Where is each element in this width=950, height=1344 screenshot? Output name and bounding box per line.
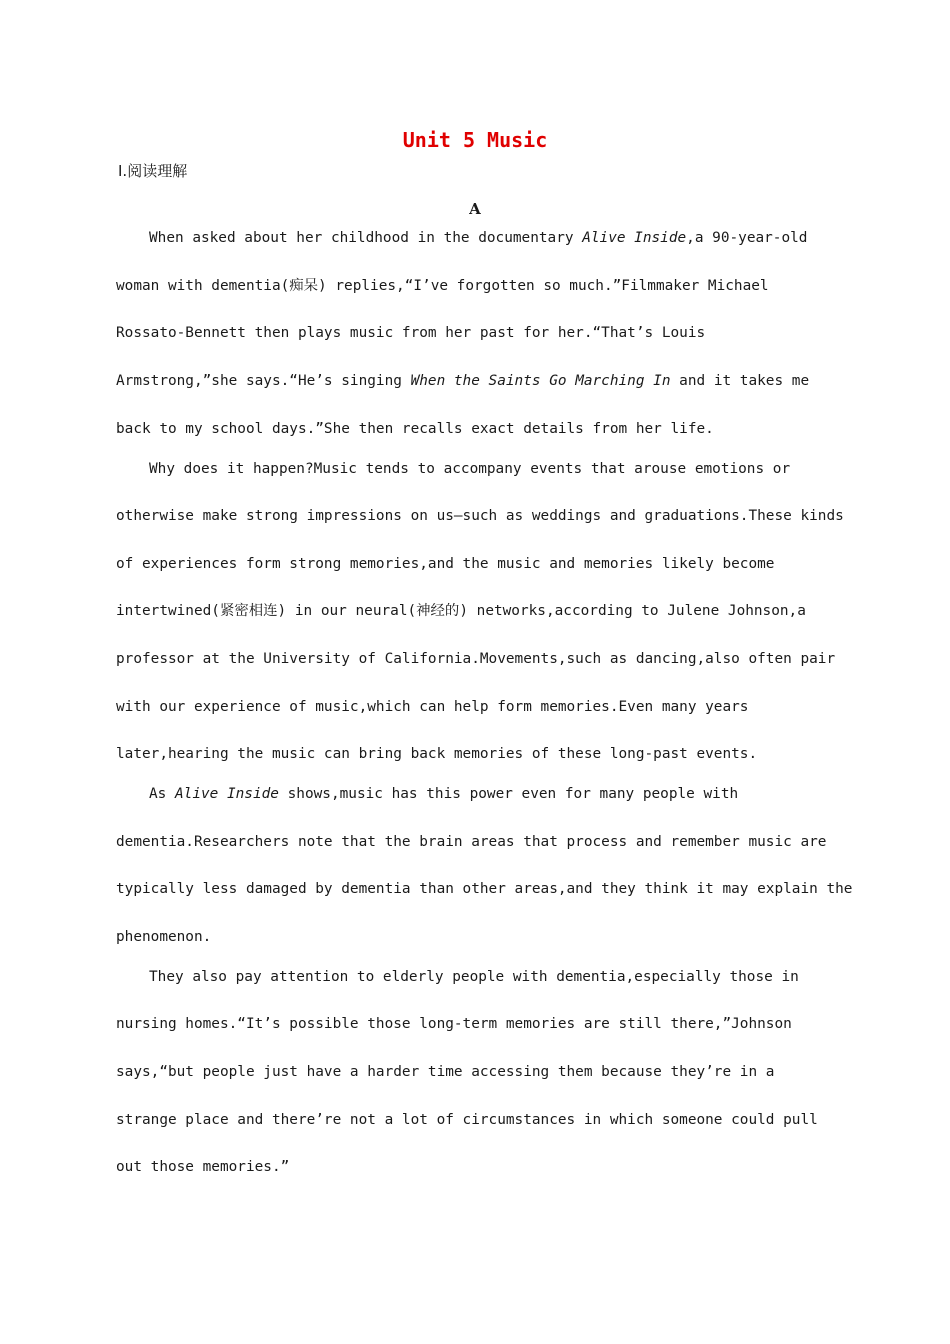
passage-label: A bbox=[469, 200, 481, 218]
documentary-title: Alive Inside bbox=[582, 230, 687, 246]
p4-line-1: They also pay attention to elderly people with dementia,especially those in bbox=[149, 969, 799, 985]
p2-line-1: Why does it happen?Music tends to accompany events that arouse emotions or bbox=[149, 461, 791, 477]
p2-line-6: with our experience of music,which can help form memories.Even many years bbox=[116, 699, 749, 715]
unit-title: Unit 5 Music bbox=[402, 128, 548, 152]
p4-line-2: nursing homes.“It’s possible those long-term memories are still there,”Johnson bbox=[116, 1016, 792, 1032]
p2-line-3: of experiences form strong memories,and the music and memories likely become bbox=[116, 556, 775, 572]
p3-line-1: As Alive Inside shows,music has this power even for many people with bbox=[149, 786, 739, 802]
p3-line-4: phenomenon. bbox=[116, 929, 212, 945]
p2-line-2: otherwise make strong impressions on us—such as weddings and graduations.These kinds bbox=[116, 508, 844, 524]
p4-line-4: strange place and there’re not a lot of circumstances in which someone could pull bbox=[116, 1112, 818, 1128]
p3-line-3: typically less damaged by dementia than other areas,and they think it may explain the bbox=[116, 881, 853, 897]
song-title: When the Saints Go Marching In bbox=[410, 373, 671, 389]
p1-line-2: woman with dementia(痴呆) replies,“I’ve forgotten so much.”Filmmaker Michael bbox=[116, 278, 769, 294]
p1-line-1: When asked about her childhood in the documentary Alive Inside,a 90-year-old bbox=[149, 230, 808, 246]
p2-line-5: professor at the University of California.Movements,such as dancing,also often pair bbox=[116, 651, 836, 667]
p1-line-4: Armstrong,”she says.“He’s singing When the Saints Go Marching In and it takes me bbox=[116, 373, 810, 389]
p2-line-4: intertwined(紧密相连) in our neural(神经的) networks,according to Julene Johnson,a bbox=[116, 603, 806, 619]
p1-line-5: back to my school days.”She then recalls exact details from her life. bbox=[116, 421, 714, 437]
documentary-title: Alive Inside bbox=[175, 786, 279, 802]
p4-line-5: out those memories.” bbox=[116, 1159, 290, 1175]
p4-line-3: says,“but people just have a harder time accessing them because they’re in a bbox=[116, 1064, 775, 1080]
p1-line-3: Rossato-Bennett then plays music from her past for her.“That’s Louis bbox=[116, 325, 706, 341]
p2-line-7: later,hearing the music can bring back memories of these long-past events. bbox=[116, 746, 758, 762]
section-heading: Ⅰ.阅读理解 bbox=[118, 162, 188, 180]
p3-line-2: dementia.Researchers note that the brain areas that process and remember music are bbox=[116, 834, 827, 850]
